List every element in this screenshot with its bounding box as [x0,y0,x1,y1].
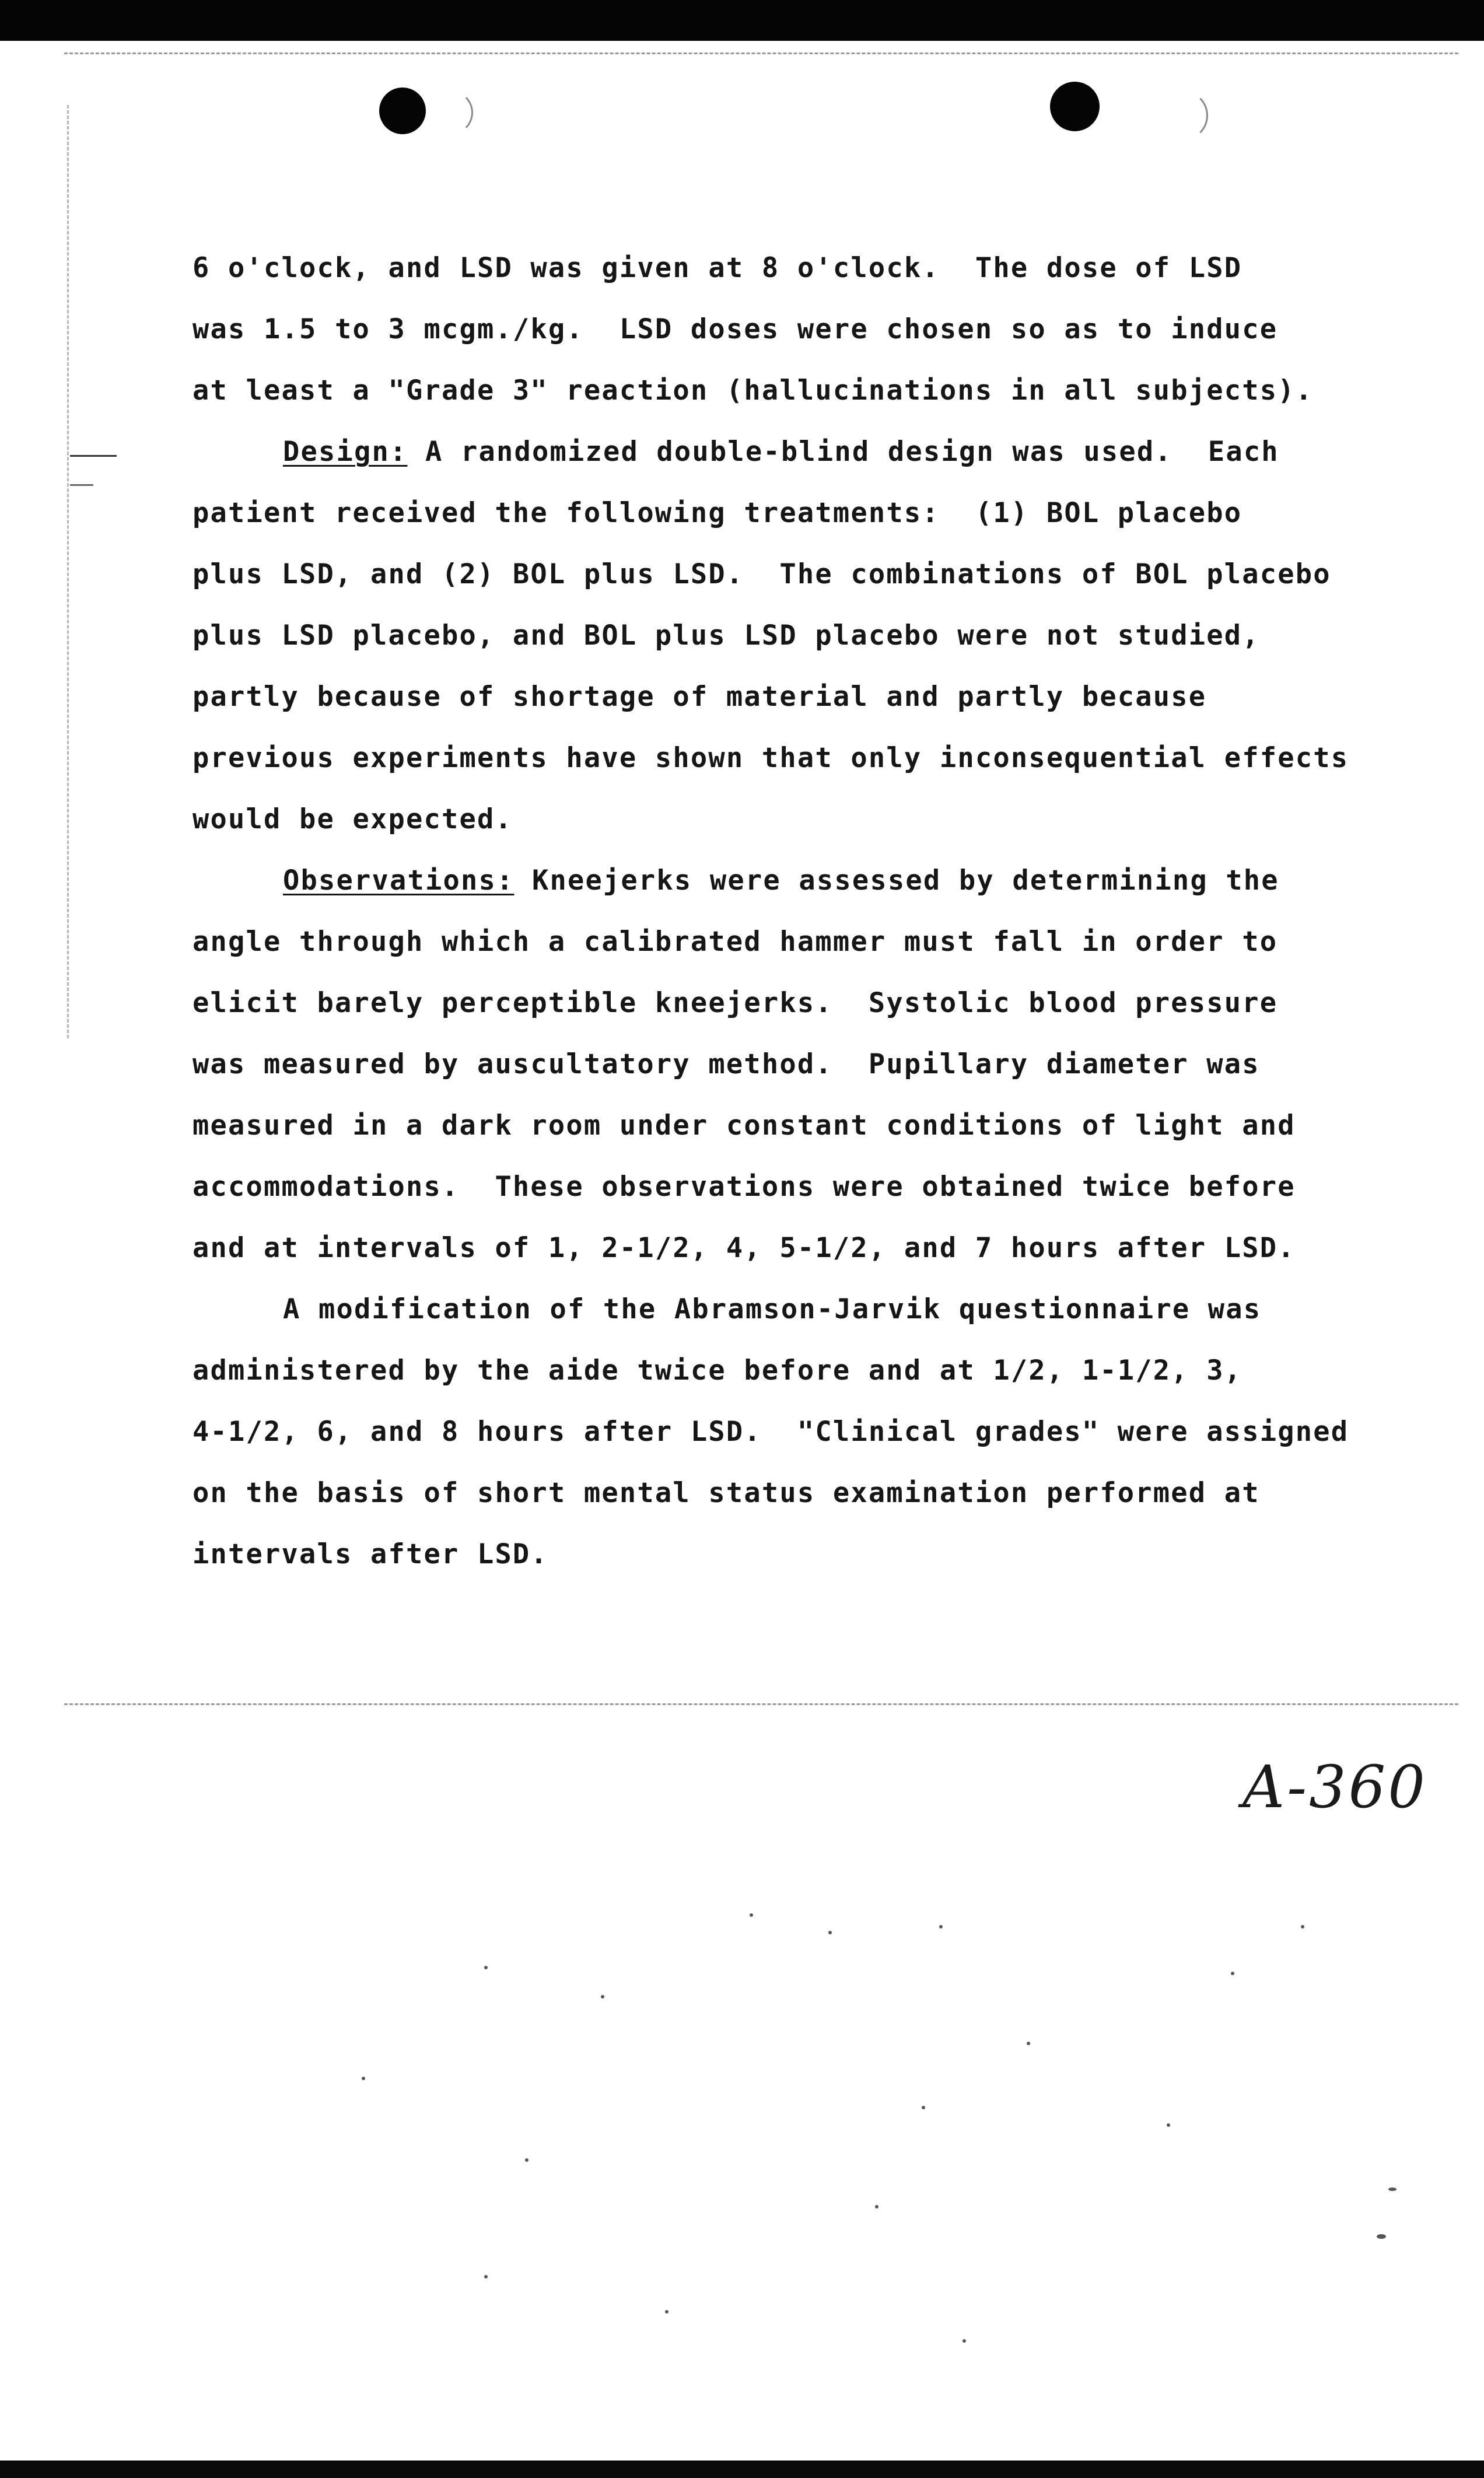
scan-speck [525,2158,528,2162]
punch-hole-right [1050,82,1100,131]
text-line: on the basis of short mental status examination performed at [192,1477,1260,1509]
scan-speck [963,2339,966,2343]
scan-speck [828,1931,832,1934]
text-line: patient received the following treatments: (1) BOL placebo [192,497,1242,529]
punch-hole-right-shadow [1158,90,1208,141]
scan-top-border [0,0,1484,41]
margin-mark [70,484,93,486]
punch-hole-left [379,88,426,134]
scan-speck [922,2106,925,2109]
text-line: angle through which a calibrated hammer must fall in order to [192,926,1278,958]
page-top-edge [64,52,1458,54]
scan-speck [1027,2042,1030,2045]
scan-speck [939,1925,943,1929]
text-line: measured in a dark room under constant conditions of light and [192,1110,1296,1142]
text-line: plus LSD, and (2) BOL plus LSD. The combinations of BOL placebo [192,558,1331,590]
scan-speck [1377,2234,1386,2239]
text-line: 6 o'clock, and LSD was given at 8 o'clock. The dose of LSD [192,252,1242,284]
text-line: and at intervals of 1, 2-1/2, 4, 5-1/2, and 7 hours after LSD. [192,1232,1296,1264]
text-line: at least a "Grade 3" reaction (hallucinations in all subjects). [192,374,1314,407]
scan-speck [1231,1972,1234,1975]
text-line: 4-1/2, 6, and 8 hours after LSD. "Clinical grades" were assigned [192,1416,1349,1448]
punch-hole-left-shadow [429,90,473,135]
handwritten-annotation: A-360 [1242,1753,1427,1821]
text-line: previous experiments have shown that only inconsequential effects [192,742,1349,774]
section-heading-design: Design: [283,436,408,468]
page-left-edge [67,105,69,1038]
text-line: intervals after LSD. [192,1538,548,1570]
scan-speck [362,2077,365,2080]
scan-speck [750,1913,753,1917]
text-line: accommodations. These observations were obtained twice before [192,1171,1296,1203]
scan-bottom-border [0,2460,1484,2478]
text-line: would be expected. [192,803,513,835]
text-line: Observations: Kneejerks were assessed by determining the [283,864,1279,897]
text-line: administered by the aide twice before and at 1/2, 1-1/2, 3, [192,1354,1242,1387]
section-heading-observations: Observations: [283,864,514,897]
text-line: partly because of shortage of material and partly because [192,681,1207,713]
text-line: elicit barely perceptible kneejerks. Systolic blood pressure [192,987,1278,1019]
scan-speck [484,2275,488,2278]
scan-speck [665,2310,668,2314]
scan-speck [601,1995,604,1999]
scan-speck [484,1966,488,1969]
text-line: was measured by auscultatory method. Pupillary diameter was [192,1048,1260,1080]
margin-mark [70,455,117,457]
scan-speck [1167,2123,1170,2127]
text-line: Design: A randomized double-blind design was used. Each [283,436,1279,468]
text-line: plus LSD placebo, and BOL plus LSD placebo were not studied, [192,620,1260,652]
page-fold-line [64,1703,1458,1705]
scan-speck [1388,2188,1396,2191]
text-line: was 1.5 to 3 mcgm./kg. LSD doses were chosen so as to induce [192,313,1278,345]
scan-speck [1301,1925,1304,1929]
text-line: A modification of the Abramson-Jarvik questionnaire was [283,1293,1262,1325]
scan-speck [875,2205,878,2208]
